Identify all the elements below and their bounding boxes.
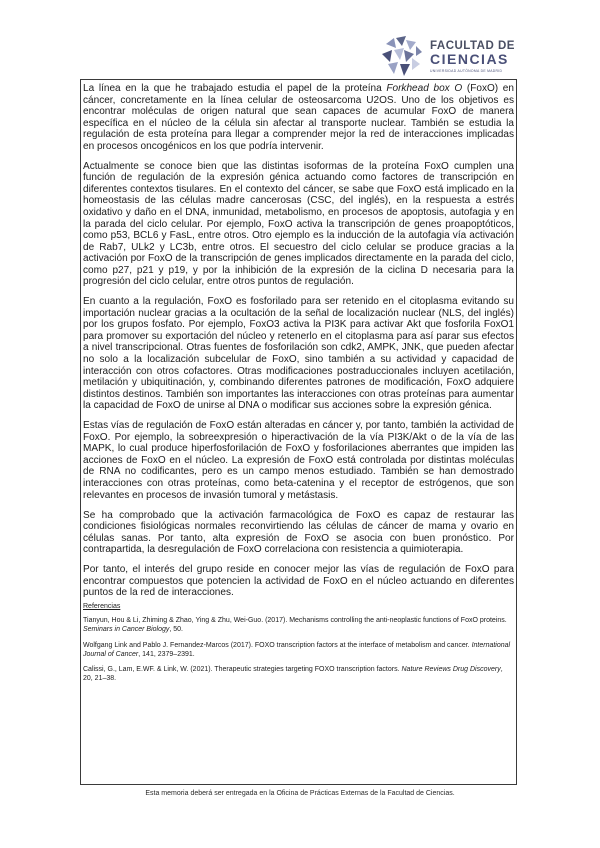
paragraph-1 [83,83,514,152]
paragraph-6: Por tanto, el interés del grupo reside en conocer mejor las vías de regulación de FoxO para encontrar compuestos que potencien la actividad de FoxO en el núcleo actuando en diferentes puntos de la red de interacciones. [83,564,514,599]
reference-2-authors: Wolfgang Link and Pablo J. Fernandez-Marcos (2017). FOXO transcription factors at the interface of metabolism and cancer. [83,641,472,649]
footer-note: Esta memoria deberá ser entregada en la Oficina de Prácticas Externas de la Facultad de Ciencias. [145,790,455,797]
reference-1-volume: , 50. [169,626,183,634]
protein-name-italic: Forkhead box O [386,83,463,94]
reference-3-volume: , 20, 21–38. [83,666,503,683]
paragraph-1-text-a: La línea en la que he trabajado estudia el papel de la proteína [83,83,387,94]
reference-1-authors: Tianyun, Hou & Li, Zhiming & Zhao, Ying & Zhu, Wei-Guo. (2017). Mechanisms controlling the anti-neoplastic functions of FoxO proteins. [83,616,507,624]
faculty-logo [380,34,540,82]
logo-line-1: FACULTAD DE [430,40,515,52]
references-title: Referencias [83,602,121,610]
reference-3-journal: Nature Reviews Drug Discovery [401,666,501,674]
reference-2-journal: International Journal of Cancer [83,641,511,658]
reference-1-journal: Seminars in Cancer Biology [83,626,170,634]
paragraph-2: Actualmente se conoce bien que las distintas isoformas de la proteína FoxO cumplen una función de regulación de la expresión génica actuando como factores de transcripción en diferentes contextos tisulares. En el contexto del cáncer, se sabe que FoxO está implicado en la homeostasis de las células madre cancerosas (CSC, del inglés), en la respuesta a estrés oxidativo y daño en el DNA, inmunidad, metabolismo, en procesos de apoptosis, autofagia y en la parada del ciclo celular. Por ejemplo, FoxO activa la transcripción de genes proapoptóticos, como p53, BCL6 y FasL, entre otros. Otro ejemplo es la inducción de la autofagia vía activación de Rab7, ULk2 y LC3b, entre otros. El secuestro del ciclo celular se produce gracias a la activación por FoxO de la transcripción de genes implicados directamente en la parada del ciclo, como p27, p21 y p19, y por la inhibición de la expresión de la ciclina D necesaria para la progresión del ciclo celular, entre otros puntos de regulación. [83,160,514,288]
paragraph-1-text-b: (FoxO) en cáncer, concretamente en la línea celular de osteosarcoma U2OS. Uno de los objetivos es encontrar moléculas de origen natural que sean capaces de acumular FoxO de manera específica en el núcleo de la célula sin afectar al transporte nuclear. También se estudia la regulación de esta proteína para llegar a comprender mejor la red de interacciones implicadas en procesos oncogénicos en los que podría intervenir. [83,83,514,152]
reference-3 [83,665,514,684]
faculty-triangles-logo-icon [380,34,426,80]
paragraph-3: En cuanto a la regulación, FoxO es fosforilado para ser retenido en el citoplasma evitando su importación nuclear gracias a la ocultación de la señal de localización nuclear (NLS, del inglés) por los grupos fosfato. Por ejemplo, FoxO3 activa la PI3K para activar Akt que fosforila FoxO1 para promover su exportación del núcleo y retenerlo en el citoplasma para así parar sus efectos a nivel transcripcional. Otras fuentes de fosforilación son cdk2, AMPK, JNK, que pueden afectar no solo a la localización subcelular de FoxO, sino también a su actividad y capacidad de interacción con otros cofactores. Otras modificaciones postraduccionales incluyen acetilación, metilación y ubiquitinación, y, combinando diferentes patrones de modificación, FoxO adquiere distintos destinos. También son importantes las interacciones con otras proteínas para aumentar la capacidad de FoxO de unirse al DNA o modificar sus acciones sobre la expresión génica. [83,296,514,412]
reference-3-authors: Calissi, G., Lam, E.WF. & Link, W. (2021). Therapeutic strategies targeting FOXO transcription factors. [83,666,402,674]
reference-2 [83,641,514,660]
logo-line-2: CIENCIAS [430,51,509,67]
reference-1 [83,616,514,635]
reference-2-volume: , 141, 2379–2391. [138,650,195,658]
logo-line-3: UNIVERSIDAD AUTÓNOMA DE MADRID [430,69,503,73]
paragraph-5: Se ha comprobado que la activación farmacológica de FoxO es capaz de restaurar las condiciones fisiológicas normales reconvirtiendo las células de cáncer de mama y ovario en células sanas. Por tanto, alta expresión de FoxO se asocia con buen pronóstico. Por contrapartida, la desregulación de FoxO correlaciona con resistencia a quimioterapia. [83,509,514,556]
report-text-box [80,79,517,785]
paragraph-4: Estas vías de regulación de FoxO están alteradas en cáncer y, por tanto, también la actividad de FoxO. Por ejemplo, la sobreexpresión o hiperactivación de la vía PI3K/Akt o de la vía de las MAPK, lo cual produce hiperfosforilación de FoxO y fosforilaciones aberrantes que impiden las acciones de FoxO en el núcleo. La expresión de FoxO está controlada por distintas moléculas de RNA no codificantes, pero es un campo menos estudiado. También se han demostrado interacciones con otras proteínas, como beta-catenina y el receptor de estrógenos, que son relevantes en procesos de invasión tumoral y metástasis. [83,420,514,501]
